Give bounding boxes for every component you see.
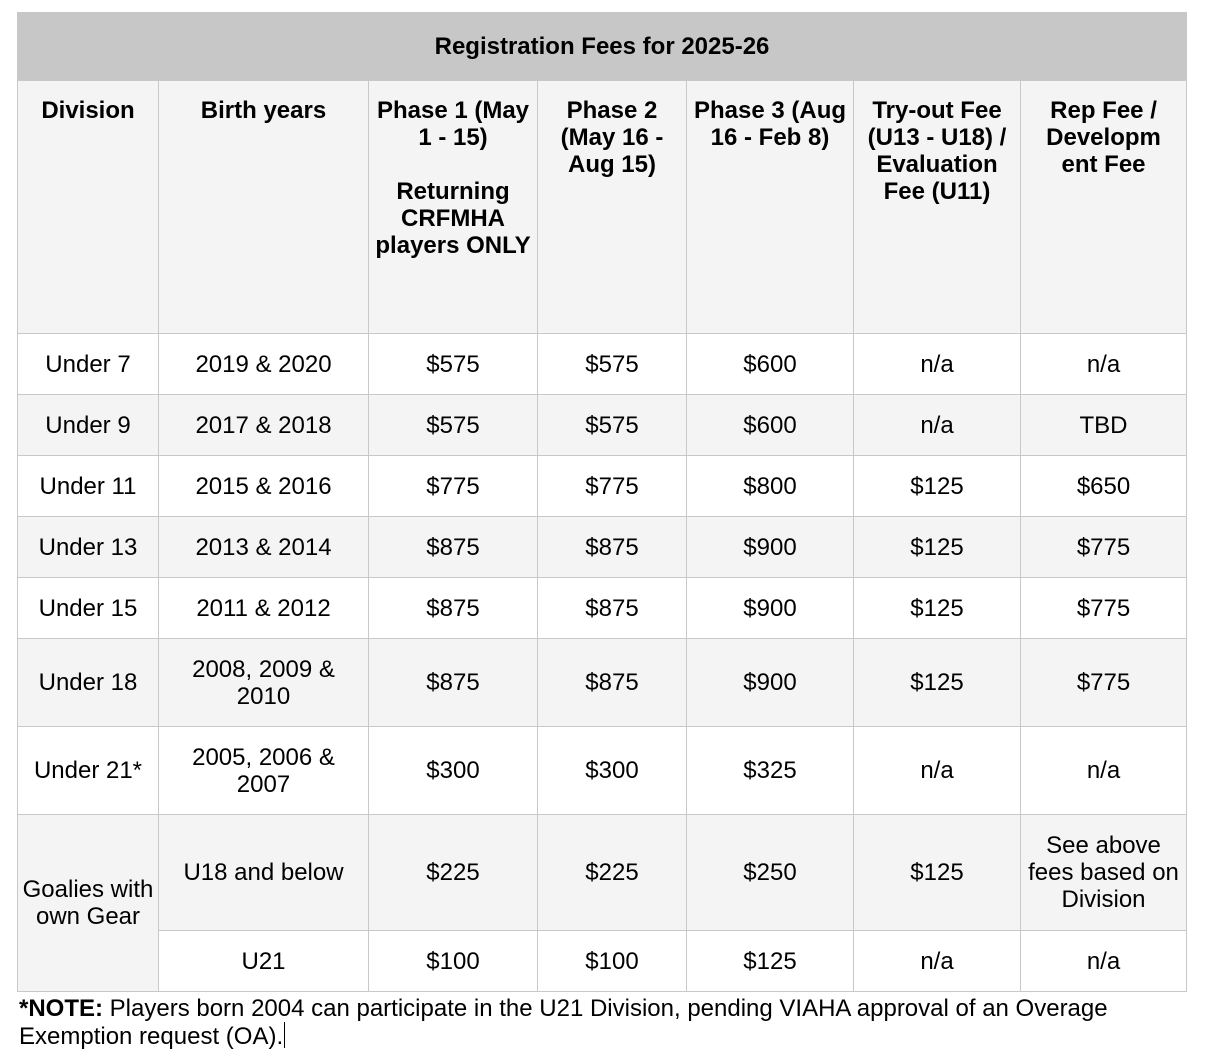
rep-fee-cell: n/a bbox=[1021, 931, 1187, 992]
birth-years-cell: 2011 & 2012 bbox=[159, 578, 369, 639]
phase3-cell: $600 bbox=[687, 334, 854, 395]
rep-fee-cell: $650 bbox=[1021, 456, 1187, 517]
birth-years-cell: 2013 & 2014 bbox=[159, 517, 369, 578]
birth-years-cell: U18 and below bbox=[159, 815, 369, 931]
table-row-u13 bbox=[18, 517, 1187, 578]
division-cell: Under 9 bbox=[18, 395, 159, 456]
birth-years-cell: 2008, 2009 & 2010 bbox=[159, 639, 369, 727]
phase2-cell: $875 bbox=[538, 517, 687, 578]
phase3-cell: $900 bbox=[687, 517, 854, 578]
phase2-cell: $575 bbox=[538, 334, 687, 395]
phase2-cell: $300 bbox=[538, 727, 687, 815]
table-row-u11 bbox=[18, 456, 1187, 517]
phase1-cell: $575 bbox=[369, 334, 538, 395]
tryout-cell: n/a bbox=[854, 334, 1021, 395]
tryout-cell: $125 bbox=[854, 578, 1021, 639]
division-cell-goalies: Goalies with own Gear bbox=[18, 815, 159, 992]
phase2-cell: $100 bbox=[538, 931, 687, 992]
phase3-cell: $900 bbox=[687, 639, 854, 727]
footnote-text: Players born 2004 can participate in the U21 Division, pending VIAHA approval of an Overage Exemption request (OA). bbox=[19, 995, 1108, 1050]
footnote-label: *NOTE: bbox=[19, 995, 103, 1022]
header-phase3: Phase 3 (Aug 16 - Feb 8) bbox=[687, 81, 854, 334]
division-cell: Under 15 bbox=[18, 578, 159, 639]
phase3-cell: $800 bbox=[687, 456, 854, 517]
rep-fee-cell: $775 bbox=[1021, 578, 1187, 639]
phase1-cell: $575 bbox=[369, 395, 538, 456]
phase3-cell: $125 bbox=[687, 931, 854, 992]
table-title: Registration Fees for 2025-26 bbox=[18, 13, 1187, 81]
phase2-cell: $225 bbox=[538, 815, 687, 931]
phase2-cell: $875 bbox=[538, 578, 687, 639]
table-row-goalies-u21 bbox=[18, 931, 1187, 992]
rep-fee-cell: n/a bbox=[1021, 334, 1187, 395]
phase3-cell: $600 bbox=[687, 395, 854, 456]
tryout-cell: $125 bbox=[854, 639, 1021, 727]
phase2-cell: $575 bbox=[538, 395, 687, 456]
rep-fee-cell: $775 bbox=[1021, 517, 1187, 578]
division-cell: Under 7 bbox=[18, 334, 159, 395]
footnote bbox=[19, 995, 1199, 1050]
division-cell: Under 21* bbox=[18, 727, 159, 815]
phase1-cell: $875 bbox=[369, 517, 538, 578]
table-row-u7 bbox=[18, 334, 1187, 395]
tryout-cell: n/a bbox=[854, 395, 1021, 456]
table-row-u9 bbox=[18, 395, 1187, 456]
phase1-cell: $300 bbox=[369, 727, 538, 815]
registration-fees-table bbox=[17, 12, 1187, 992]
header-rep-fee: Rep Fee / Developm ent Fee bbox=[1021, 81, 1187, 334]
header-phase1 bbox=[369, 81, 538, 334]
tryout-cell: $125 bbox=[854, 815, 1021, 931]
division-cell: Under 18 bbox=[18, 639, 159, 727]
header-row bbox=[18, 81, 1187, 334]
phase3-cell: $325 bbox=[687, 727, 854, 815]
header-tryout-fee: Try-out Fee (U13 - U18) / Evaluation Fee (U11) bbox=[854, 81, 1021, 334]
header-phase2: Phase 2 (May 16 - Aug 15) bbox=[538, 81, 687, 334]
phase2-cell: $775 bbox=[538, 456, 687, 517]
phase1-cell: $225 bbox=[369, 815, 538, 931]
header-phase1-label: Phase 1 (May 1 - 15) bbox=[376, 97, 530, 151]
table-row-goalies-u18 bbox=[18, 815, 1187, 931]
tryout-cell: $125 bbox=[854, 517, 1021, 578]
phase1-cell: $875 bbox=[369, 639, 538, 727]
table-row-u18 bbox=[18, 639, 1187, 727]
birth-years-cell: 2015 & 2016 bbox=[159, 456, 369, 517]
division-cell: Under 11 bbox=[18, 456, 159, 517]
phase1-cell: $100 bbox=[369, 931, 538, 992]
birth-years-cell: U21 bbox=[159, 931, 369, 992]
phase2-cell: $875 bbox=[538, 639, 687, 727]
tryout-cell: n/a bbox=[854, 727, 1021, 815]
phase3-cell: $900 bbox=[687, 578, 854, 639]
phase3-cell: $250 bbox=[687, 815, 854, 931]
phase1-cell: $875 bbox=[369, 578, 538, 639]
rep-fee-cell: TBD bbox=[1021, 395, 1187, 456]
header-birth-years: Birth years bbox=[159, 81, 369, 334]
rep-fee-cell: n/a bbox=[1021, 727, 1187, 815]
phase1-cell: $775 bbox=[369, 456, 538, 517]
division-cell: Under 13 bbox=[18, 517, 159, 578]
text-cursor bbox=[284, 1022, 285, 1048]
birth-years-cell: 2017 & 2018 bbox=[159, 395, 369, 456]
birth-years-cell: 2019 & 2020 bbox=[159, 334, 369, 395]
header-phase1-note: Returning CRFMHA players ONLY bbox=[375, 178, 531, 259]
tryout-cell: $125 bbox=[854, 456, 1021, 517]
tryout-cell: n/a bbox=[854, 931, 1021, 992]
header-division: Division bbox=[18, 81, 159, 334]
table-row-u15 bbox=[18, 578, 1187, 639]
table-row-u21 bbox=[18, 727, 1187, 815]
rep-fee-cell: See above fees based on Division bbox=[1021, 815, 1187, 931]
rep-fee-cell: $775 bbox=[1021, 639, 1187, 727]
birth-years-cell: 2005, 2006 & 2007 bbox=[159, 727, 369, 815]
